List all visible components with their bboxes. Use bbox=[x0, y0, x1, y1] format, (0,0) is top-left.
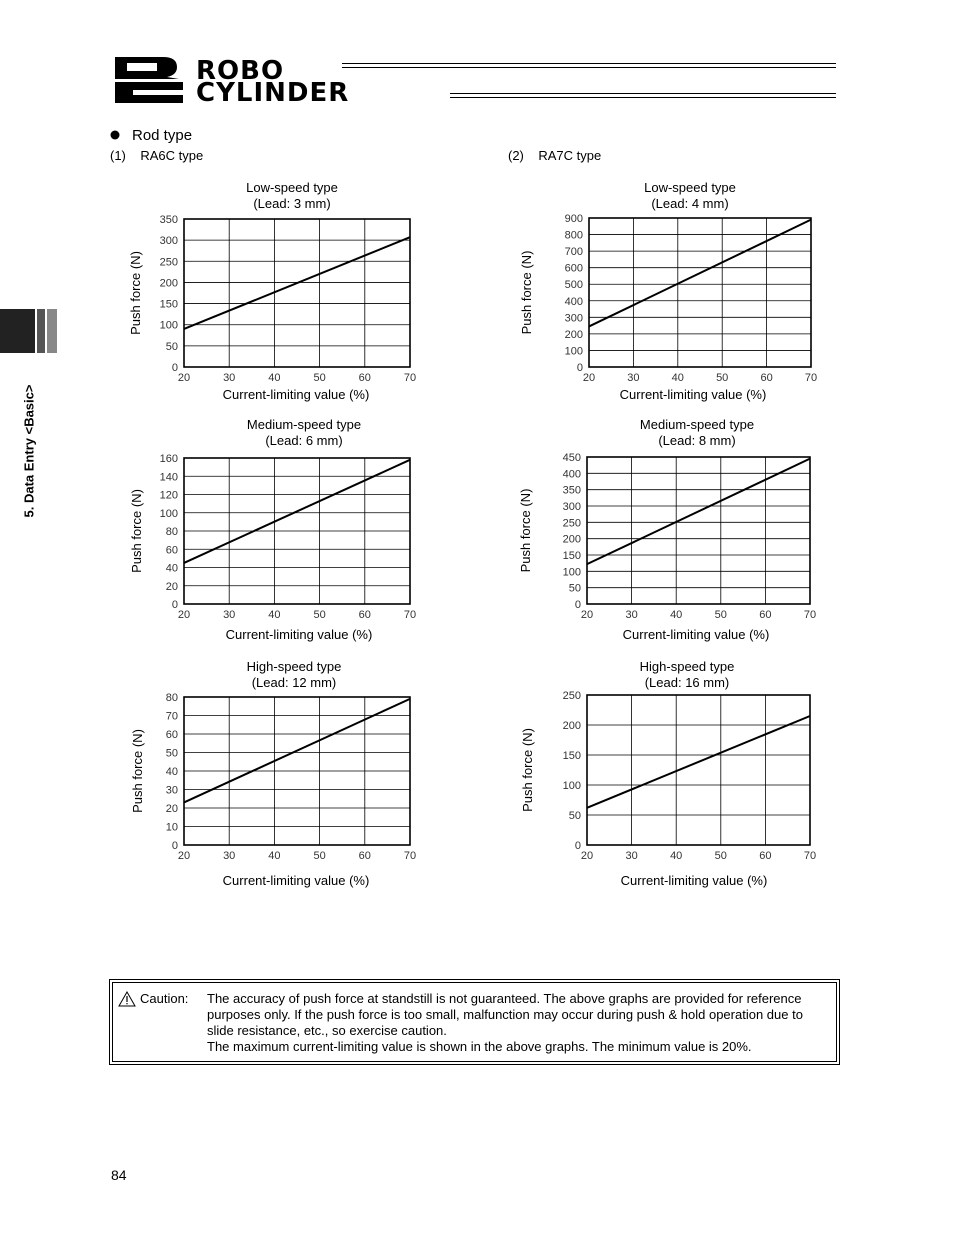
series-line bbox=[184, 699, 410, 803]
caution-label: Caution: bbox=[140, 991, 189, 1006]
x-tick-label: 40 bbox=[268, 609, 281, 621]
page-number: 84 bbox=[111, 1167, 127, 1183]
chart-title: Medium-speed type bbox=[639, 417, 755, 432]
y-tick-label: 0 bbox=[576, 362, 583, 374]
y-tick-label: 200 bbox=[562, 533, 581, 546]
y-tick-label: 350 bbox=[562, 484, 581, 497]
y-tick-label: 100 bbox=[564, 345, 583, 358]
x-axis-label: Current-limiting value (%) bbox=[222, 873, 370, 888]
x-tick-label: 50 bbox=[313, 850, 326, 862]
x-tick-label: 70 bbox=[403, 609, 417, 621]
x-tick-label: 50 bbox=[716, 372, 729, 384]
y-tick-label: 250 bbox=[562, 690, 581, 702]
x-tick-label: 20 bbox=[177, 850, 191, 862]
x-tick-label: 30 bbox=[223, 372, 236, 384]
plot-frame bbox=[184, 219, 410, 367]
y-tick-label: 900 bbox=[564, 213, 583, 225]
right-model-label: (2) RA7C type bbox=[508, 148, 602, 163]
y-tick-label: 50 bbox=[568, 582, 581, 595]
series-line bbox=[587, 459, 810, 565]
x-tick-label: 30 bbox=[627, 372, 640, 384]
y-tick-label: 100 bbox=[159, 319, 178, 332]
y-tick-label: 80 bbox=[165, 692, 178, 704]
y-tick-label: 300 bbox=[564, 312, 583, 325]
logo-line-cylinder: CYLINDER bbox=[196, 78, 350, 108]
logo-line-robo: ROBO bbox=[196, 56, 285, 86]
y-tick-label: 80 bbox=[165, 526, 178, 538]
y-tick-label: 150 bbox=[159, 298, 178, 311]
series-line bbox=[184, 460, 410, 563]
x-tick-label: 20 bbox=[582, 372, 596, 384]
chart-subtitle: (Lead: 8 mm) bbox=[658, 433, 736, 448]
y-tick-label: 30 bbox=[165, 784, 178, 797]
y-tick-label: 500 bbox=[564, 279, 583, 292]
x-axis-label: Current-limiting value (%) bbox=[225, 627, 373, 642]
x-tick-label: 50 bbox=[714, 850, 727, 862]
section-side-label: 5. Data Entry <Basic> bbox=[21, 384, 37, 518]
y-tick-label: 0 bbox=[171, 362, 178, 374]
y-tick-label: 140 bbox=[159, 471, 178, 484]
plot-frame bbox=[587, 695, 810, 845]
y-tick-label: 0 bbox=[574, 599, 581, 611]
x-tick-label: 20 bbox=[580, 850, 594, 862]
x-tick-label: 60 bbox=[358, 609, 371, 621]
chart-title: Medium-speed type bbox=[246, 417, 362, 432]
x-tick-label: 50 bbox=[313, 372, 326, 384]
y-tick-label: 100 bbox=[562, 780, 581, 792]
x-tick-label: 70 bbox=[403, 372, 417, 384]
series-line bbox=[587, 716, 810, 808]
x-tick-label: 60 bbox=[759, 850, 772, 862]
x-tick-label: 40 bbox=[670, 850, 683, 862]
y-axis-label: Push force (N) bbox=[518, 488, 533, 573]
x-tick-label: 60 bbox=[759, 609, 772, 621]
x-tick-label: 50 bbox=[714, 609, 727, 621]
section-title: Rod type bbox=[132, 127, 193, 144]
chart-title: Low-speed type bbox=[644, 180, 736, 195]
chart-subtitle: (Lead: 4 mm) bbox=[651, 196, 729, 211]
y-tick-label: 150 bbox=[562, 550, 581, 562]
x-axis-label: Current-limiting value (%) bbox=[622, 627, 770, 642]
x-tick-label: 70 bbox=[803, 850, 817, 862]
chart-title: High-speed type bbox=[246, 659, 342, 674]
y-tick-label: 800 bbox=[564, 229, 583, 242]
y-tick-label: 200 bbox=[159, 277, 178, 290]
y-tick-label: 250 bbox=[159, 256, 178, 269]
y-tick-label: 50 bbox=[165, 747, 178, 760]
chart-subtitle: (Lead: 12 mm) bbox=[251, 675, 337, 690]
y-tick-label: 10 bbox=[165, 821, 178, 834]
caution-line-2: The maximum current-limiting value is shown in the above graphs. The minimum value is 20%. bbox=[207, 1039, 752, 1054]
y-tick-label: 70 bbox=[165, 710, 178, 723]
y-tick-label: 60 bbox=[165, 544, 178, 557]
warning-triangle-icon bbox=[118, 991, 136, 1007]
x-tick-label: 40 bbox=[670, 609, 683, 621]
y-tick-label: 40 bbox=[165, 562, 178, 575]
y-tick-label: 200 bbox=[562, 720, 581, 732]
x-tick-label: 30 bbox=[625, 850, 638, 862]
left-model-label: (1) RA6C type bbox=[110, 148, 204, 163]
x-tick-label: 60 bbox=[760, 372, 773, 384]
x-tick-label: 70 bbox=[803, 609, 817, 621]
x-tick-label: 70 bbox=[403, 850, 417, 862]
chart-subtitle: (Lead: 3 mm) bbox=[253, 196, 331, 211]
y-tick-label: 700 bbox=[564, 246, 583, 259]
x-tick-label: 40 bbox=[268, 372, 281, 384]
series-line bbox=[184, 237, 410, 329]
x-axis-label: Current-limiting value (%) bbox=[620, 873, 768, 888]
x-tick-label: 40 bbox=[268, 850, 281, 862]
chart-subtitle: (Lead: 6 mm) bbox=[265, 433, 343, 448]
y-tick-label: 100 bbox=[159, 507, 178, 520]
y-tick-label: 250 bbox=[562, 517, 581, 530]
y-axis-label: Push force (N) bbox=[129, 489, 144, 573]
y-tick-label: 60 bbox=[165, 729, 178, 741]
y-axis-label: Push force (N) bbox=[128, 251, 143, 335]
x-tick-label: 60 bbox=[358, 850, 371, 862]
y-tick-label: 100 bbox=[562, 566, 581, 579]
x-tick-label: 60 bbox=[358, 372, 371, 384]
y-tick-label: 200 bbox=[564, 328, 583, 341]
x-tick-label: 20 bbox=[177, 372, 191, 384]
x-tick-label: 30 bbox=[625, 609, 638, 621]
y-axis-label: Push force (N) bbox=[519, 250, 534, 335]
plot-frame bbox=[589, 218, 811, 367]
y-tick-label: 20 bbox=[165, 803, 178, 815]
x-tick-label: 70 bbox=[804, 372, 818, 384]
y-tick-label: 400 bbox=[564, 295, 583, 308]
y-tick-label: 300 bbox=[159, 235, 178, 248]
y-axis-label: Push force (N) bbox=[130, 729, 145, 813]
y-tick-label: 120 bbox=[159, 489, 178, 502]
y-tick-label: 50 bbox=[165, 340, 178, 353]
x-tick-label: 30 bbox=[223, 850, 236, 862]
caution-line-1: The accuracy of push force at standstill is not guaranteed. The above graphs are provided for reference purposes only. If the push force is too small, malfunction may occur during push & hold operation due to slide resistance, etc., so exercise caution. bbox=[207, 991, 803, 1038]
x-tick-label: 30 bbox=[223, 609, 236, 621]
y-tick-label: 450 bbox=[562, 452, 581, 464]
y-tick-label: 0 bbox=[574, 840, 581, 852]
y-tick-label: 20 bbox=[165, 580, 178, 593]
y-tick-label: 400 bbox=[562, 468, 581, 481]
chart-title: High-speed type bbox=[639, 659, 735, 674]
y-tick-label: 160 bbox=[159, 453, 178, 465]
y-tick-label: 150 bbox=[562, 750, 581, 762]
x-tick-label: 50 bbox=[313, 609, 326, 621]
chart-subtitle: (Lead: 16 mm) bbox=[644, 675, 730, 690]
caution-text bbox=[207, 991, 822, 1055]
series-line bbox=[589, 220, 811, 327]
x-tick-label: 40 bbox=[671, 372, 684, 384]
y-tick-label: 50 bbox=[568, 810, 581, 822]
chart-title: Low-speed type bbox=[246, 180, 338, 195]
x-tick-label: 20 bbox=[580, 609, 594, 621]
y-tick-label: 40 bbox=[165, 766, 178, 778]
x-axis-label: Current-limiting value (%) bbox=[222, 387, 370, 402]
y-tick-label: 600 bbox=[564, 262, 583, 275]
y-axis-label: Push force (N) bbox=[520, 728, 535, 812]
plot-frame bbox=[587, 457, 810, 604]
y-tick-label: 0 bbox=[171, 599, 178, 611]
y-tick-label: 0 bbox=[171, 840, 178, 852]
x-tick-label: 20 bbox=[177, 609, 191, 621]
x-axis-label: Current-limiting value (%) bbox=[619, 387, 767, 402]
y-tick-label: 350 bbox=[159, 214, 178, 226]
y-tick-label: 300 bbox=[562, 501, 581, 513]
